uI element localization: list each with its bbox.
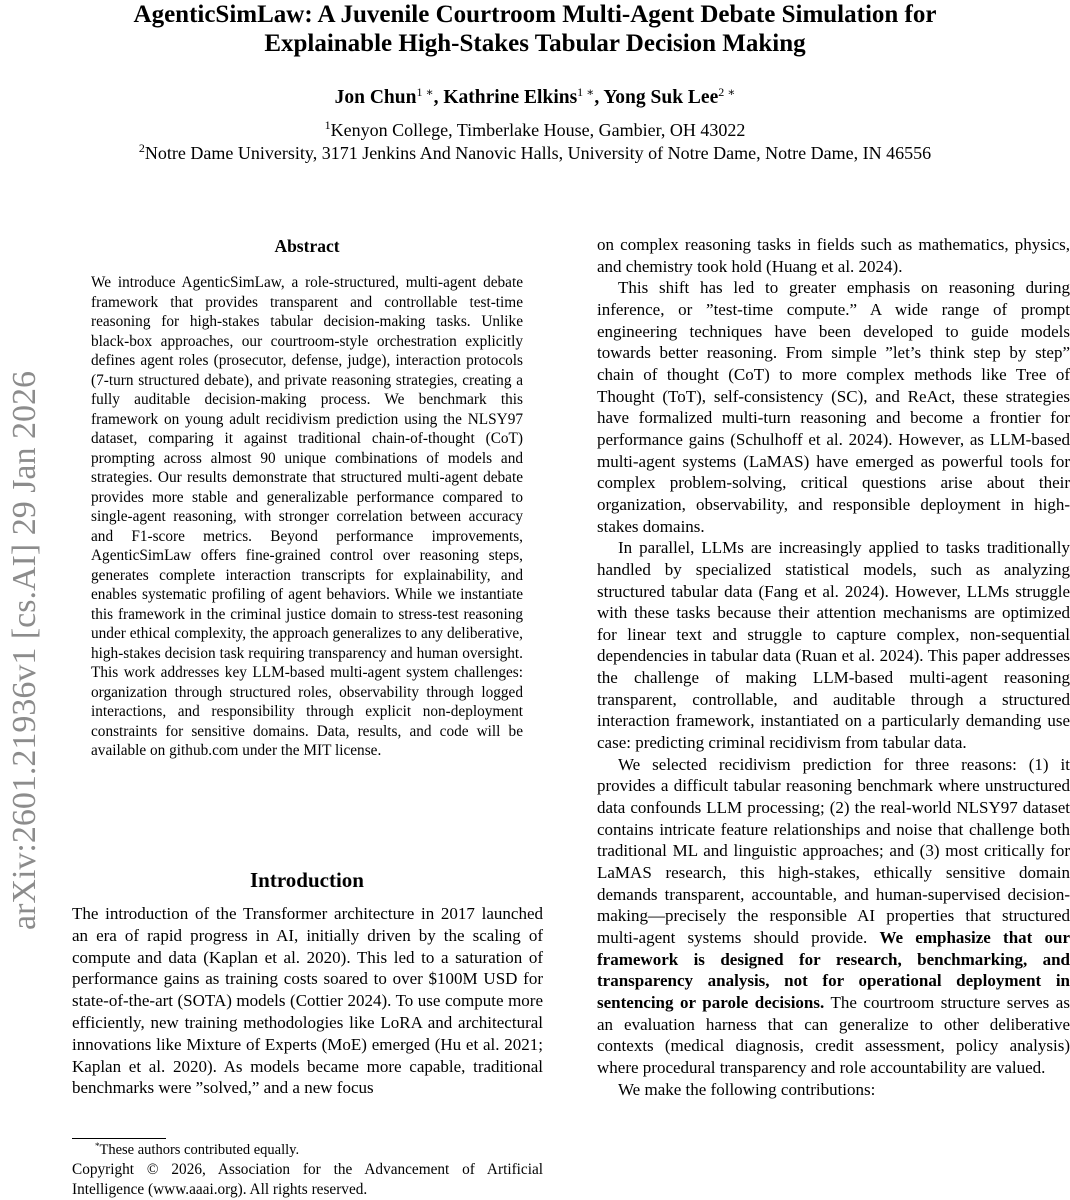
footnote-divider [72,1138,166,1139]
intro-paragraph-4: We selected recidivism prediction for three reasons: (1) it provides a difficult tabular reasoning benchmark where unstructured data confounds LLM processing; (2) the real-world NLSY97 dataset contains intricate feature relationships and noise that challenge both traditional ML and linguistic approaches; and (3) most critically for LaMAS research, this high-stakes, ethically sensitive domain demands transparent, accountable, and human-supervised decision-making—precisely the responsible AI properties that structured multi-agent systems should provide. We emphasize that our framework is designed for research, benchmarking, and transparency analysis, not for operational deployment in sentencing or parole decisions. The courtroom structure serves as an evaluation harness that can generalize to other deliberative contexts (medical diagnosis, credit assessment, policy analysis) where procedural transparency and role accountability are valued. [597,754,1070,1077]
emphasis-statement: We emphasize that our framework is designed for research, benchmarking, and transparency analysis, not for operational deployment in sentencing or parole decisions. [597,928,1070,1012]
author-name: Kathrine Elkins [443,87,578,108]
author-affil-mark: 2 ∗ [718,85,736,99]
title-line-1: AgenticSimLaw: A Juvenile Courtroom Multi-Agent Debate Simulation for [133,1,937,28]
copyright-notice: Copyright © 2026, Association for the Advancement of Artificial Intelligence (www.aaai.org). All rights reserved. [72,1161,543,1198]
author-affil-mark: 1 ∗ [577,85,595,99]
title-line-2: Explainable High-Stakes Tabular Decision Making [264,30,806,57]
arxiv-stamp: arXiv:2601.21936v1 [cs.AI] 29 Jan 2026 [6,370,43,930]
introduction-heading: Introduction [250,868,364,892]
intro-paragraph-1: The introduction of the Transformer architecture in 2017 launched an era of rapid progress in AI, initially driven by the scaling of compute and data (Kaplan et al. 2020). This led to a saturation of performance gains as training costs soared to over $100M USD for state-of-the-art (SOTA) models (Cottier 2024). To use compute more efficiently, new training methodologies like LoRA and architectural innovations like Mixture of Experts (MoE) emerged (Hu et al. 2021; Kaplan et al. 2020). As models became more capable, traditional benchmarks were ”solved,” and a new focus [72,904,543,1098]
right-column [597,234,1070,1100]
paper-title [0,0,1070,58]
author-name: Jon Chun [334,87,417,108]
intro-paragraph-2: This shift has led to greater emphasis on reasoning during inference, or ”test-time compute.” A wide range of prompt engineering techniques have been developed to guide models towards better reasoning. From simple ”let’s think step by step” chain of thought (CoT) to more complex methods like Tree of Thought (ToT), self-consistency (SC), and ReAct, these strategies have formalized multi-turn reasoning and become a frontier for performance gains (Schulhoff et al. 2024). However, as LLM-based multi-agent systems (LaMAS) have emerged as powerful tools for complex problem-solving, critical questions arise about their organization, observability, and responsible deployment in high-stakes domains. [597,278,1070,536]
intro-paragraph-1-continued: on complex reasoning tasks in fields such as mathematics, physics, and chemistry took hold (Huang et al. 2024). [597,235,1070,276]
author-affil-mark: 1 ∗ [416,85,434,99]
abstract-heading: Abstract [274,236,340,256]
footnote: *These authors contributed equally. [95,1141,300,1158]
author-list: Jon Chun$^{1 ∗}$, Kathrine Elkins$^{1 ∗}$, Yong Suk Lee$^{2 ∗}$ [334,85,736,108]
abstract-body: We introduce AgenticSimLaw, a role-structured, multi-agent debate framework that provides transparent and controllable test-time reasoning for high-stakes tabular decision-making tasks. Unlike black-box approaches, our courtroom-style orchestration explicitly defines agent roles (prosecutor, defense, judge), interaction protocols (7-turn structured debate), and private reasoning strategies, creating a fully auditable decision-making process. We benchmark this framework on young adult recidivism prediction using the NLSY97 dataset, comparing it against traditional chain-of-thought (CoT) prompting across almost 90 unique combinations of models and strategies. Our results demonstrate that structured multi-agent debate provides more stable and generalizable performance compared to single-agent reasoning, with stronger correlation between accuracy and F1-score metrics. Beyond performance improvements, AgenticSimLaw offers fine-grained control over reasoning steps, generates complete interaction transcripts for explainability, and enables systematic profiling of agent behaviors. While we instantiate this framework in the criminal justice domain to stress-test reasoning under ethical complexity, the approach generalizes to any deliberative, high-stakes decision task requiring transparency and human oversight. This work addresses key LLM-based multi-agent system challenges: organization through structured roles, observability through logged interactions, and responsibility through explicit non-deployment constraints for sensitive domains. Data, results, and code will be available on github.com under the MIT license. [91,274,523,759]
author-name: Yong Suk Lee [603,87,719,108]
intro-paragraph-3: In parallel, LLMs are increasingly applied to tasks traditionally handled by specialized statistical models, such as analyzing structured tabular data (Fang et al. 2024). However, LLMs struggle with these tasks because their attention mechanisms are optimized for linear text and struggle to capture complex, non-sequential dependencies in tabular data (Ruan et al. 2024). This paper addresses the challenge of making LLM-based multi-agent reasoning transparent, controllable, and auditable through a structured interaction framework, instantiated on a particularly demanding use case: predicting criminal recidivism from tabular data. [597,538,1070,753]
intro-paragraph-5: We make the following contributions: [618,1079,876,1099]
affiliation-2: $^2$Notre Dame University, 3171 Jenkins And Nanovic Halls, University of Notre Dame, Notre Dame, IN 46556 [138,141,932,163]
affiliation-1: $^1$Kenyon College, Timberlake House, Gambier, OH 43022 [324,118,746,140]
